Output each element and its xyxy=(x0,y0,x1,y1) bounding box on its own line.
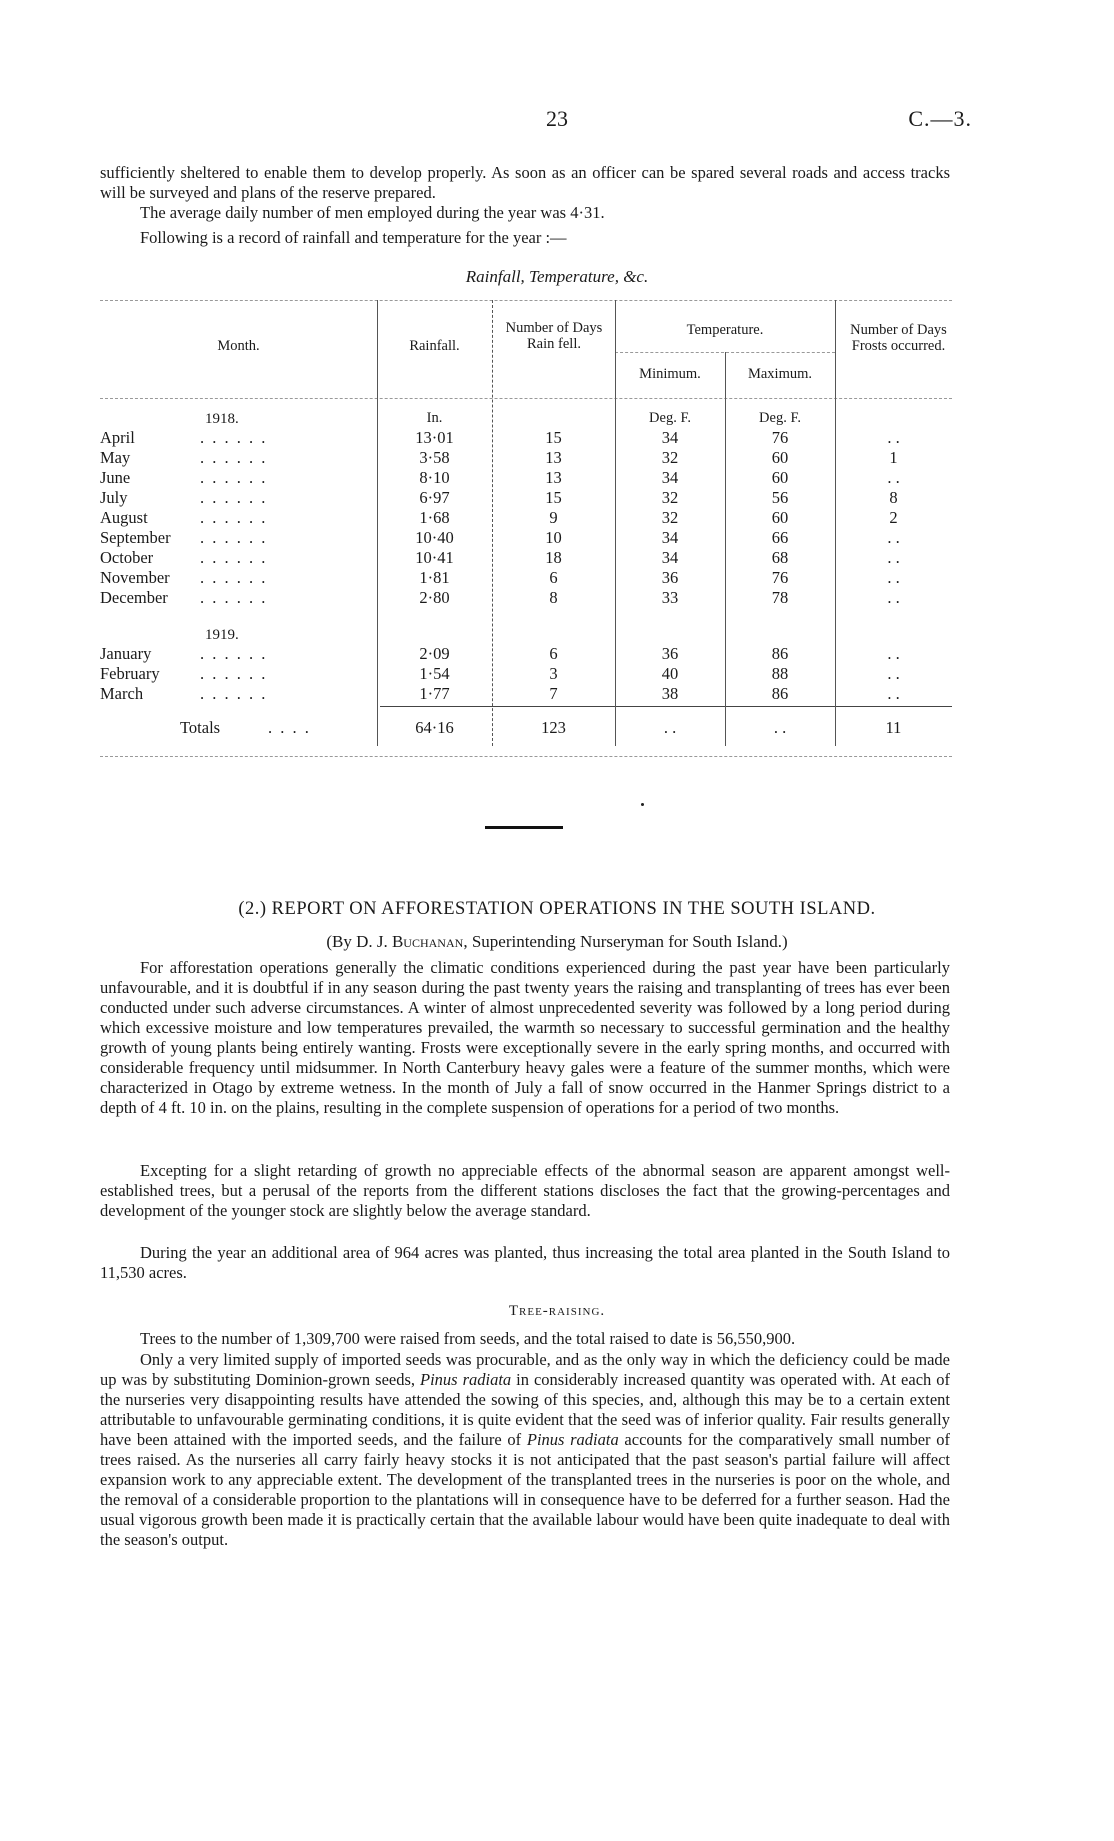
cell-month: November xyxy=(100,568,170,587)
cell-days-rain: 9 xyxy=(549,508,558,527)
cell-rainfall: 13·01 xyxy=(415,428,454,447)
cell-maximum: 86 xyxy=(771,684,789,703)
cell-maximum: 78 xyxy=(771,588,789,607)
cell-frosts: . . xyxy=(887,644,900,663)
p5-species-2: Pinus radiata xyxy=(526,1430,619,1449)
cell-minimum: 36 xyxy=(661,644,679,663)
cell-month: February xyxy=(100,664,160,683)
cell-days-rain: 10 xyxy=(545,528,562,547)
byline-suffix: , Superintending Nurseryman for South Island.) xyxy=(463,932,788,951)
totals-frosts: 11 xyxy=(885,718,902,737)
unit-maximum: Deg. F. xyxy=(759,410,801,426)
dot-leader: . . . . . . xyxy=(200,588,268,607)
cell-days-rain: 15 xyxy=(545,428,562,447)
totals-label: Totals xyxy=(180,718,221,737)
intro-paragraph-3: Following is a record of rainfall and temperature for the year :— xyxy=(140,228,567,247)
cell-minimum: 34 xyxy=(661,528,679,547)
dot-leader: . . . . . . xyxy=(200,548,268,567)
dot-leader: . . . . . . xyxy=(200,684,268,703)
cell-maximum: 60 xyxy=(771,448,789,467)
cell-frosts: . . xyxy=(887,684,900,703)
cell-minimum: 32 xyxy=(661,508,679,527)
cell-frosts: . . xyxy=(887,528,900,547)
cell-maximum: 68 xyxy=(771,548,789,567)
cell-month: June xyxy=(100,468,131,487)
cell-month: May xyxy=(100,448,131,467)
cell-maximum: 88 xyxy=(771,664,789,683)
year-label-1918: 1918. xyxy=(205,411,239,427)
cell-rainfall: 1·81 xyxy=(419,568,450,587)
document-reference: C.—3. xyxy=(908,106,972,131)
cell-month: September xyxy=(100,528,171,547)
cell-days-rain: 3 xyxy=(549,664,558,683)
report-paragraph-5 xyxy=(100,1350,950,1550)
dot-leader: . . . . . . xyxy=(200,488,268,507)
header-frosts: Number of Days Frosts occurred. xyxy=(850,322,947,354)
header-days-rain: Number of Days Rain fell. xyxy=(505,320,603,352)
header-rainfall: Rainfall. xyxy=(409,338,460,354)
cell-rainfall: 2·09 xyxy=(419,644,450,663)
cell-maximum: 86 xyxy=(771,644,789,663)
cell-minimum: 38 xyxy=(661,684,679,703)
intro-paragraph-2: The average daily number of men employed during the year was 4·31. xyxy=(140,203,605,222)
totals-days: 123 xyxy=(541,718,566,737)
cell-frosts: 2 xyxy=(889,508,898,527)
cell-minimum: 34 xyxy=(661,548,679,567)
stray-mark xyxy=(641,803,644,806)
byline xyxy=(0,932,1114,952)
dot-leader: . . . . . . xyxy=(200,428,268,447)
totals-minimum: . . xyxy=(663,718,677,737)
dot-leader: . . . . . . xyxy=(200,664,268,683)
totals-rule xyxy=(380,706,952,707)
table-bottom-rule xyxy=(100,756,952,757)
unit-rainfall: In. xyxy=(426,410,443,426)
cell-rainfall: 1·68 xyxy=(419,508,450,527)
dot-leader: . . . . . . xyxy=(200,468,268,487)
cell-month: October xyxy=(100,548,154,567)
p5-text-c: accounts for the comparatively small number of trees raised. As the nurseries all carry fairly heavy stocks it is not anticipated that the past season's partial failure will affect expansion work to any appreciable extent. The development of the transplanted trees in the nurseries is poor on the whole, and the removal of a considerable proportion to the plantations will in consequence have to be deferred for a further season. Had the usual vigorous growth been made it is practically certain that the available labour would have been quite inadequate to deal with the season's output. xyxy=(100,1430,950,1549)
cell-minimum: 40 xyxy=(661,664,679,683)
cell-rainfall: 3·58 xyxy=(419,448,450,467)
dot-leader: . . . . . . xyxy=(200,644,268,663)
section-title: (2.) REPORT ON AFFORESTATION OPERATIONS IN THE SOUTH ISLAND. xyxy=(238,899,876,919)
dot-leader: . . . . . . xyxy=(200,528,268,547)
report-paragraph-2: Excepting for a slight retarding of growth no appreciable effects of the abnormal season are apparent amongst well-established trees, but a perusal of the reports from the different stations discloses the fact that the growing-percentages and development of the younger stock are slightly below the average standard. xyxy=(100,1161,950,1220)
cell-month: August xyxy=(100,508,148,527)
cell-frosts: . . xyxy=(887,428,900,447)
cell-maximum: 56 xyxy=(771,488,789,507)
table-top-rule xyxy=(100,300,952,301)
cell-frosts: . . xyxy=(887,588,900,607)
cell-minimum: 33 xyxy=(661,588,679,607)
cell-maximum: 76 xyxy=(771,568,789,587)
header-minimum: Minimum. xyxy=(639,366,701,382)
cell-days-rain: 8 xyxy=(549,588,558,607)
cell-maximum: 66 xyxy=(771,528,789,547)
cell-month: July xyxy=(100,488,128,507)
cell-days-rain: 7 xyxy=(549,684,558,703)
table-caption: Rainfall, Temperature, &c. xyxy=(465,267,649,286)
cell-month: March xyxy=(100,684,144,703)
cell-rainfall: 1·54 xyxy=(419,664,450,683)
cell-frosts: . . xyxy=(887,548,900,567)
cell-month: January xyxy=(100,644,152,663)
header-month: Month. xyxy=(217,338,260,354)
cell-frosts: 1 xyxy=(889,448,898,467)
totals-leader: . . . . xyxy=(268,718,311,737)
cell-days-rain: 18 xyxy=(545,548,562,567)
intro-paragraph-1: sufficiently sheltered to enable them to develop properly. As soon as an officer can be spared several roads and access tracks will be surveyed and plans of the reserve prepared. xyxy=(100,163,950,202)
p5-species-1: Pinus radiata xyxy=(420,1370,512,1389)
cell-rainfall: 10·40 xyxy=(415,528,454,547)
cell-days-rain: 13 xyxy=(545,448,562,467)
cell-frosts: 8 xyxy=(889,488,898,507)
cell-minimum: 32 xyxy=(661,488,679,507)
report-paragraph-1: For afforestation operations generally the climatic conditions experienced during the past year have been particularly unfavourable, and it is doubtful if in any season during the past twenty years the raising and transplanting of trees has ever been conducted under such adverse circumstances. A winter of almost unprecedented severity was followed by a long period during which excessive moisture and low temperatures prevailed, the warmth so necessary to successful germination and the healthy growth of young plants being entirely wanting. Frosts were exceptionally severe in the early spring months, and occurred with considerable frequency until midsummer. In North Canterbury heavy gales were a feature of the summer months, which were characterized in Otago by extreme wetness. In the month of July a fall of snow occurred in the Hanmer Springs district to a depth of 4 ft. 10 in. on the plains, resulting in the complete suspension of operations for a period of two months. xyxy=(100,958,950,1117)
unit-minimum: Deg. F. xyxy=(649,410,691,426)
header-bottom-rule xyxy=(100,398,952,399)
cell-days-rain: 6 xyxy=(549,568,558,587)
cell-days-rain: 15 xyxy=(545,488,562,507)
dot-leader: . . . . . . xyxy=(200,448,268,467)
cell-frosts: . . xyxy=(887,468,900,487)
byline-author: Buchanan xyxy=(391,932,464,951)
totals-maximum: . . xyxy=(773,718,787,737)
cell-frosts: . . xyxy=(887,664,900,683)
year-label-1919: 1919. xyxy=(205,627,239,643)
cell-minimum: 36 xyxy=(661,568,679,587)
cell-rainfall: 2·80 xyxy=(419,588,450,607)
subheading-tree-raising: Tree-raising. xyxy=(508,1303,606,1319)
page-number: 23 xyxy=(546,106,568,131)
cell-rainfall: 8·10 xyxy=(419,468,450,487)
section-divider xyxy=(485,826,563,829)
report-paragraph-4: Trees to the number of 1,309,700 were raised from seeds, and the total raised to date is 56,550,900. xyxy=(140,1329,796,1348)
cell-rainfall: 10·41 xyxy=(415,548,454,567)
cell-month: April xyxy=(100,428,135,447)
header-maximum: Maximum. xyxy=(747,366,813,382)
cell-minimum: 34 xyxy=(661,468,679,487)
dot-leader: . . . . . . xyxy=(200,568,268,587)
cell-days-rain: 6 xyxy=(549,644,558,663)
cell-maximum: 60 xyxy=(771,468,789,487)
dot-leader: . . . . . . xyxy=(200,508,268,527)
cell-frosts: . . xyxy=(887,568,900,587)
p5-text-a: Only a very limited supply of imported seeds was procurable, and as the only way in which the deficiency could be made up was by substituting Dominion-grown seeds, xyxy=(100,1350,950,1389)
byline-prefix: (By D. J. xyxy=(326,932,392,951)
cell-minimum: 34 xyxy=(661,428,679,447)
cell-days-rain: 13 xyxy=(545,468,562,487)
cell-minimum: 32 xyxy=(661,448,679,467)
cell-month: December xyxy=(100,588,168,607)
totals-rainfall: 64·16 xyxy=(415,718,454,737)
header-temperature: Temperature. xyxy=(686,322,764,338)
cell-maximum: 76 xyxy=(771,428,789,447)
cell-rainfall: 6·97 xyxy=(419,488,450,507)
rainfall-temperature-table xyxy=(100,300,952,760)
p5-text-b: in considerably increased quantity was operated with. At each of the nurseries very disappointing results have attended the sowing of this species, and, although this may be to a certain extent attributable to unfavourable germinating conditions, it is quite evident that the seed was of inferior quality. Fair results generally have been attained with the imported seeds, and the failure of xyxy=(100,1370,950,1449)
cell-maximum: 60 xyxy=(771,508,789,527)
cell-rainfall: 1·77 xyxy=(419,684,450,703)
report-paragraph-3: During the year an additional area of 964 acres was planted, thus increasing the total area planted in the South Island to 11,530 acres. xyxy=(100,1243,950,1282)
